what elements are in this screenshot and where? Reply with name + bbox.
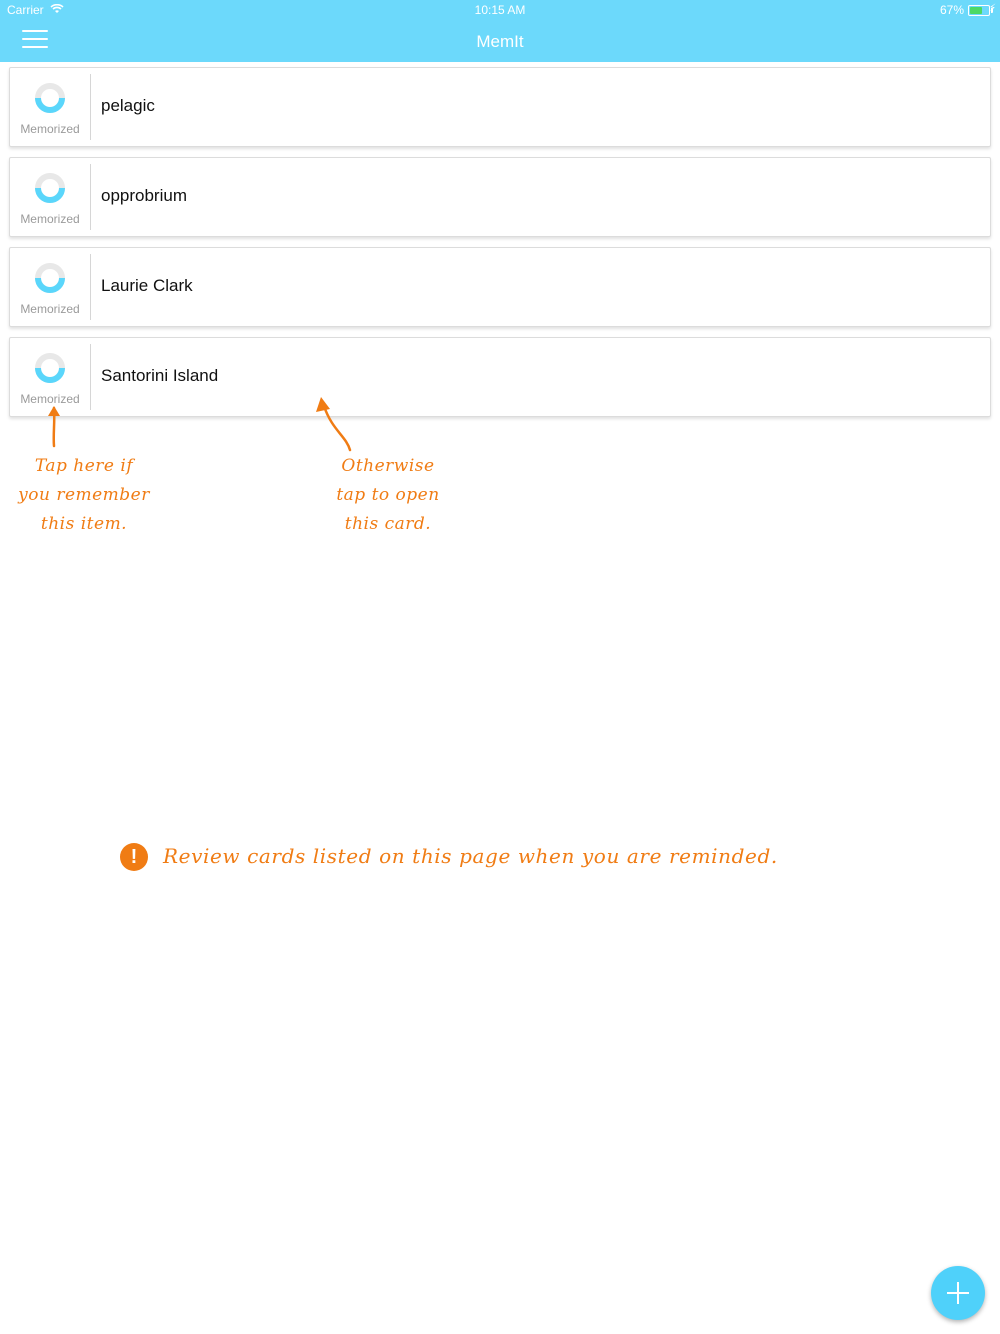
exclamation-icon: !	[120, 843, 148, 871]
carrier-label: Carrier	[7, 3, 44, 17]
curved-arrow-icon	[310, 392, 360, 454]
card-title: opprobrium	[101, 186, 187, 205]
hint-remember: Tap here if you remember this item.	[18, 456, 150, 534]
memorized-label: Memorized	[20, 122, 80, 136]
review-tip: Review cards listed on this page when you are reminded.	[163, 844, 778, 868]
memorized-label: Memorized	[20, 392, 80, 406]
add-card-button[interactable]	[931, 1266, 985, 1320]
progress-ring-icon	[34, 262, 66, 294]
memorized-button[interactable]	[10, 68, 90, 146]
page-title: MemIt	[476, 32, 524, 51]
card-item[interactable]	[9, 247, 991, 327]
arrow-up-icon	[40, 400, 68, 450]
charging-icon: ⚡	[988, 3, 996, 14]
card-title: Laurie Clark	[101, 276, 193, 295]
divider	[90, 254, 91, 320]
top-bar	[0, 0, 1000, 62]
battery-percent: 67%	[939, 3, 964, 17]
memorized-button[interactable]	[10, 158, 90, 236]
divider	[90, 344, 91, 410]
clock: 10:15 AM	[474, 3, 526, 17]
progress-ring-icon	[34, 172, 66, 204]
card-item[interactable]	[9, 157, 991, 237]
progress-ring-icon	[34, 82, 66, 114]
card-item[interactable]	[9, 67, 991, 147]
divider	[90, 74, 91, 140]
battery-icon	[968, 5, 990, 16]
memorized-button[interactable]	[10, 248, 90, 326]
progress-ring-icon	[34, 352, 66, 384]
hint-open-card: Otherwise tap to open this card.	[336, 456, 440, 534]
card-item[interactable]	[9, 337, 991, 417]
card-title: Santorini Island	[101, 366, 219, 385]
memorized-label: Memorized	[20, 302, 80, 316]
divider	[90, 164, 91, 230]
memorized-label: Memorized	[20, 212, 80, 226]
card-title: pelagic	[101, 96, 155, 115]
